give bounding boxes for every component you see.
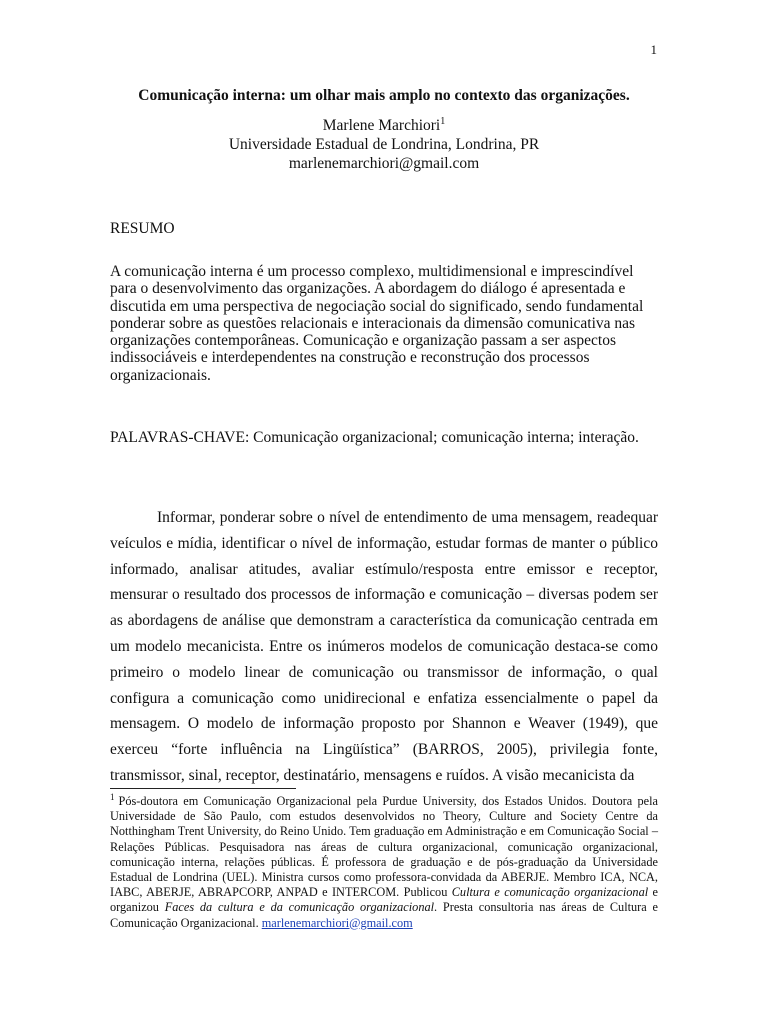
footnote — [110, 791, 658, 931]
footnote-text: . Presta consultoria nas áreas de Cultura e Comunicação Organizacional. — [110, 900, 658, 930]
paper-title: Comunicação interna: um olhar mais amplo no contexto das organizações. — [138, 87, 630, 104]
footnote-book-title: Faces da cultura e da comunicação organizacional — [164, 900, 435, 915]
author-footnote-marker: 1 — [440, 115, 446, 127]
abstract-line: discutida em uma perspectiva de negociação social do significado, sendo fundamental — [110, 297, 644, 315]
footnote-book-title: Cultura e comunicação organizacional — [451, 885, 649, 900]
body-paragraph: Informar, ponderar sobre o nível de entendimento de uma mensagem, readequar veículos e mídia, identificar o nível de informação, estudar formas de manter o público informado, analisar atitudes, avaliar estímulo/resposta entre emissor e receptor, mensurar o resultado dos processos de informação e comunicação – diversas podem ser as abordagens de análise que demonstram a característica da comunicação centrada em um modelo mecanicista. Entre os inúmeros modelos de comunicação destaca-se como primeiro o modelo linear de comunicação ou transmissor de informação, o qual configura a comunicação como unidirecional e enfatiza essencialmente o papel da mensagem. O modelo de informação proposto por Shannon e Weaver (1949), que exerceu “forte influência na Lingüística” (BARROS, 2005), privilegia fonte, transmissor, sinal, receptor, destinatário, mensagens e ruídos. A visão mecanicista da — [110, 509, 658, 784]
abstract-line: ponderar sobre as questões relacionais e interacionais da dimensão comunicativa nas — [110, 314, 636, 332]
footnote-email-link[interactable]: marlenemarchiori@gmail.com — [261, 915, 413, 930]
keywords-line: PALAVRAS-CHAVE: Comunicação organizacional; comunicação interna; interação. — [110, 429, 639, 446]
footnote-marker: 1 — [110, 791, 115, 802]
author-name: Marlene Marchiori — [322, 117, 441, 134]
author-line — [0, 116, 768, 135]
abstract-text — [110, 263, 650, 384]
page-number: 1 — [650, 42, 657, 57]
abstract-line: organizações contemporâneas. Comunicação e organização passam a ser aspectos — [110, 332, 616, 350]
author-affiliation: Universidade Estadual de Londrina, Londrina, PR — [228, 136, 540, 153]
abstract-line: A comunicação interna é um processo complexo, multidimensional e imprescindível — [110, 263, 634, 280]
author-block — [0, 116, 768, 173]
author-email: marlenemarchiori@gmail.com — [288, 155, 480, 172]
footnote-text: e organizou — [110, 885, 658, 915]
abstract-line: indissociáveis e interdependentes na construção e reconstrução dos processos — [110, 349, 590, 367]
abstract-line: organizacionais. — [110, 366, 211, 384]
abstract-heading: RESUMO — [110, 220, 175, 237]
footnote-divider — [110, 788, 296, 789]
abstract-line: para o desenvolvimento das organizações. A abordagem do diálogo é apresentada e — [110, 280, 626, 298]
footnote-text: Pós-doutora em Comunicação Organizacional pela Purdue University, dos Estados Unidos. Doutora pela Universidade de São Paulo, com estudos desenvolvidos no Theory, Culture and Society Centre da Notthingham Trent University, do Reino Unido. Tem graduação em Administração e em Comunicação Social – Relações Públicas. Pesquisadora nas áreas de cultura organizacional, comunicação organizacional, comunicação interna, relações públicas. É professora de graduação e de pós-graduação da Universidade Estadual de Londrina (UEL). Ministra cursos como professora-convidada da ABERJE. Membro ICA, NCA, IABC, ABERJE, ABRAPCORP, ANPAD e INTERCOM. Publicou — [110, 794, 658, 900]
